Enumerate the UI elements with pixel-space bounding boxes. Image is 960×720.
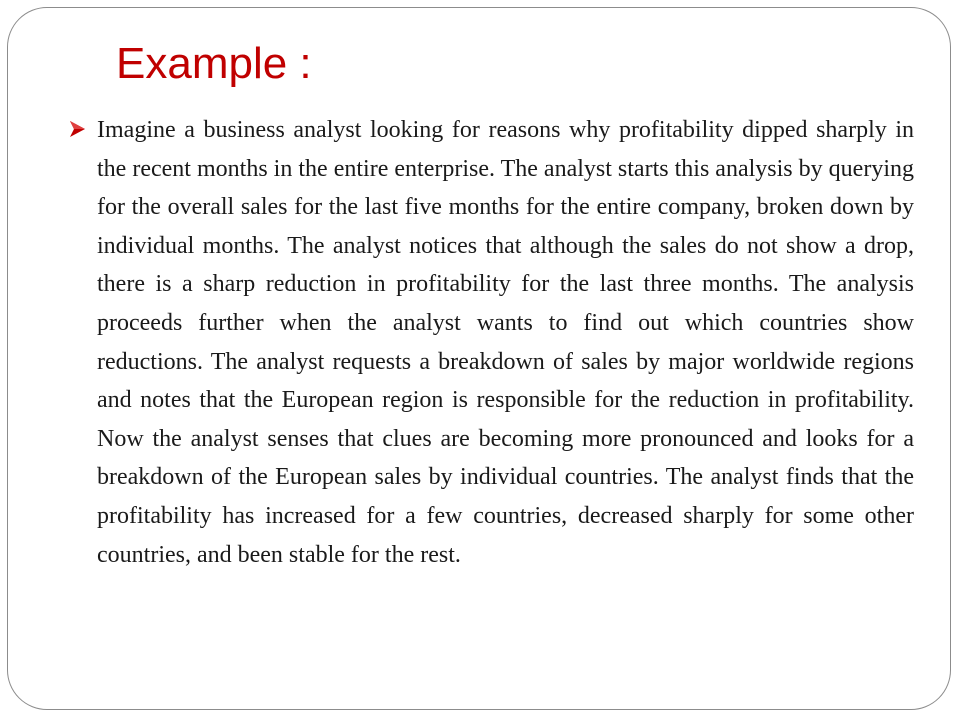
bullet-item	[68, 111, 914, 574]
arrowhead-bullet-icon	[68, 119, 88, 139]
slide-frame	[7, 7, 951, 710]
slide-title: Example :	[116, 39, 312, 88]
bullet-text: Imagine a business analyst looking for reasons why profitability dipped sharply in the recent months in the entire enterprise. The analyst starts this analysis by querying for the overall sales for the last five months for the entire company, broken down by individual months. The analyst notices that although the sales do not show a drop, there is a sharp reduction in profitability for the last three months. The analysis proceeds further when the analyst wants to find out which countries show reductions. The analyst requests a breakdown of sales by major worldwide regions and notes that the European region is responsible for the reduction in profitability. Now the analyst senses that clues are becoming more pronounced and looks for a breakdown of the European sales by individual countries. The analyst finds that the profitability has increased for a few countries, decreased sharply for some other countries, and been stable for the rest.	[97, 117, 914, 568]
